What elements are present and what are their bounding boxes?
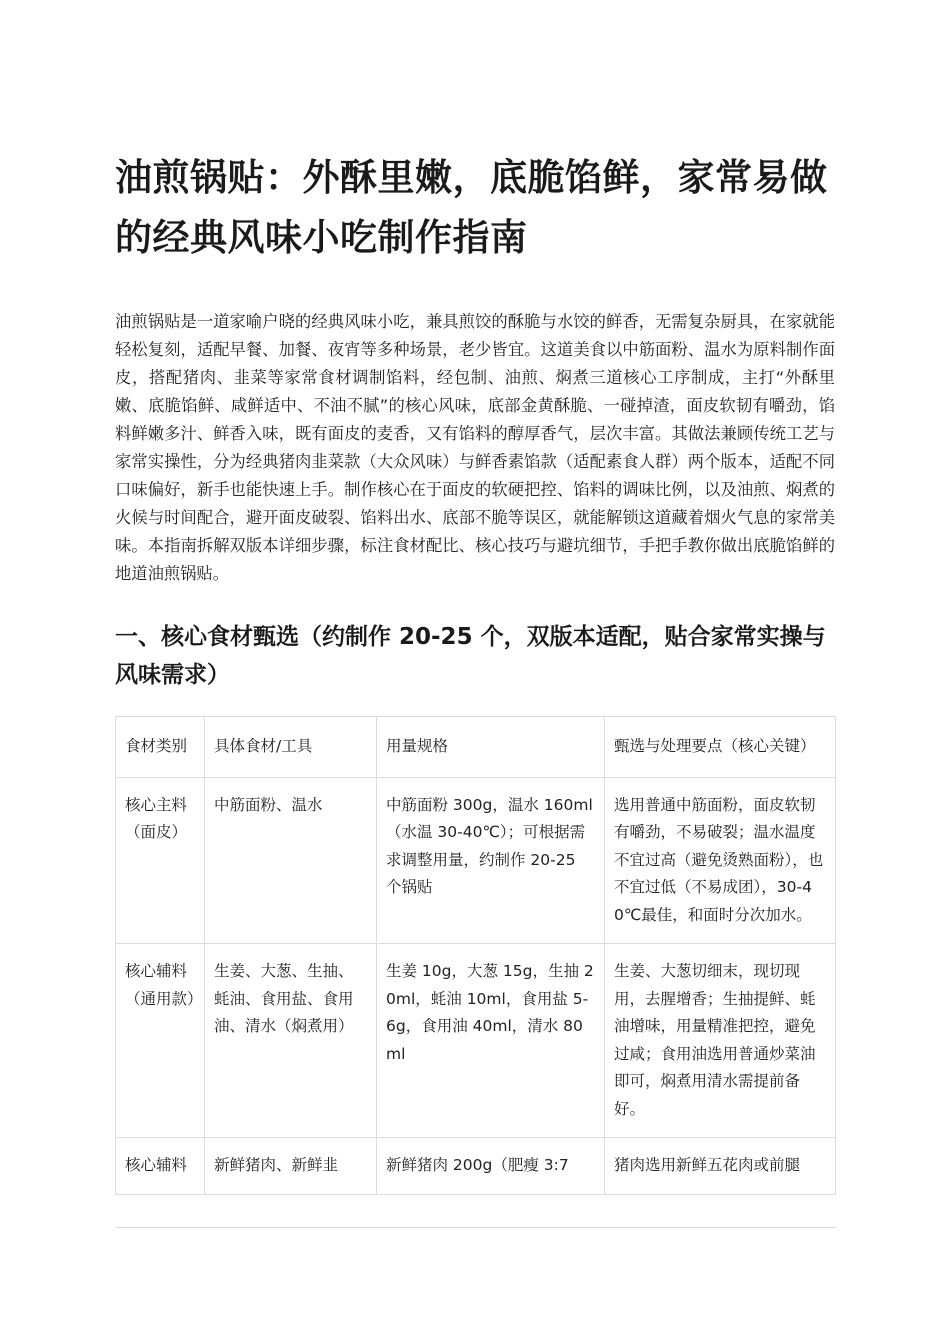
table-header-notes: 甄选与处理要点（核心关键） (605, 717, 836, 778)
table-cell-category: 核心主料（面皮） (116, 777, 205, 944)
table-bottom-border (115, 1227, 837, 1228)
table-row (116, 1138, 836, 1195)
document-page (115, 0, 835, 694)
table-header-amount: 用量规格 (377, 717, 605, 778)
table-header-category: 食材类别 (116, 717, 205, 778)
table-cell-items: 新鲜猪肉、新鲜韭 (205, 1138, 377, 1195)
intro-paragraph: 油煎锅贴是一道家喻户晓的经典风味小吃，兼具煎饺的酥脆与水饺的鲜香，无需复杂厨具，在家就能轻松复刻，适配早餐、加餐、夜宵等多种场景，老少皆宜。这道美食以中筋面粉、温水为原料制作面皮，搭配猪肉、韭菜等家常食材调制馅料，经包制、油煎、焖煮三道核心工序制成，主打“外酥里嫩、底脆馅鲜、咸鲜适中、不油不腻”的核心风味，底部金黄酥脆、一碰掉渣，面皮软韧有嚼劲，馅料鲜嫩多汁、鲜香入味，既有面皮的麦香，又有馅料的醇厚香气，层次丰富。其做法兼顾传统工艺与家常实操性，分为经典猪肉韭菜款（大众风味）与鲜香素馅款（适配素食人群）两个版本，适配不同口味偏好，新手也能快速上手。制作核心在于面皮的软硬把控、馅料的调味比例，以及油煎、焖煮的火候与时间配合，避开面皮破裂、馅料出水、底部不脆等误区，就能解锁这道藏着烟火气息的家常美味。本指南拆解双版本详细步骤，标注食材配比、核心技巧与避坑细节，手把手教你做出底脆馅鲜的地道油煎锅贴。 (115, 312, 835, 583)
table-cell-notes: 生姜、大葱切细末，现切现用，去腥增香；生抽提鲜、蚝油增味，用量精准把控，避免过咸；食用油选用普通炒菜油即可，焖煮用清水需提前备好。 (605, 944, 836, 1138)
table-cell-notes: 猪肉选用新鲜五花肉或前腿 (605, 1138, 836, 1195)
table-cell-category: 核心辅料（通用款） (116, 944, 205, 1138)
table-header-items: 具体食材/工具 (205, 717, 377, 778)
table-row (116, 777, 836, 944)
section-heading-ingredients: 一、核心食材甄选（约制作 20-25 个，双版本适配，贴合家常实操与风味需求） (115, 624, 826, 688)
ingredients-table (115, 716, 836, 1195)
ingredients-table-container (115, 716, 837, 1228)
table-cell-notes: 选用普通中筋面粉，面皮软韧有嚼劲，不易破裂；温水温度不宜过高（避免烫熟面粉），也不宜过低（不易成团），30-40℃最佳，和面时分次加水。 (605, 777, 836, 944)
document-title: 油煎锅贴：外酥里嫩，底脆馅鲜，家常易做的经典风味小吃制作指南 (115, 156, 828, 259)
table-row (116, 944, 836, 1138)
table-cell-amount: 新鲜猪肉 200g（肥瘦 3:7 (377, 1138, 605, 1195)
table-cell-items: 中筋面粉、温水 (205, 777, 377, 944)
table-cell-amount: 生姜 10g，大葱 15g，生抽 20ml，蚝油 10ml，食用盐 5-6g，食用油 40ml，清水 80ml (377, 944, 605, 1138)
table-cell-items: 生姜、大葱、生抽、蚝油、食用盐、食用油、清水（焖煮用） (205, 944, 377, 1138)
table-header-row (116, 717, 836, 778)
table-cell-category: 核心辅料 (116, 1138, 205, 1195)
table-cell-amount: 中筋面粉 300g，温水 160ml（水温 30-40℃）；可根据需求调整用量，约制作 20-25 个锅贴 (377, 777, 605, 944)
